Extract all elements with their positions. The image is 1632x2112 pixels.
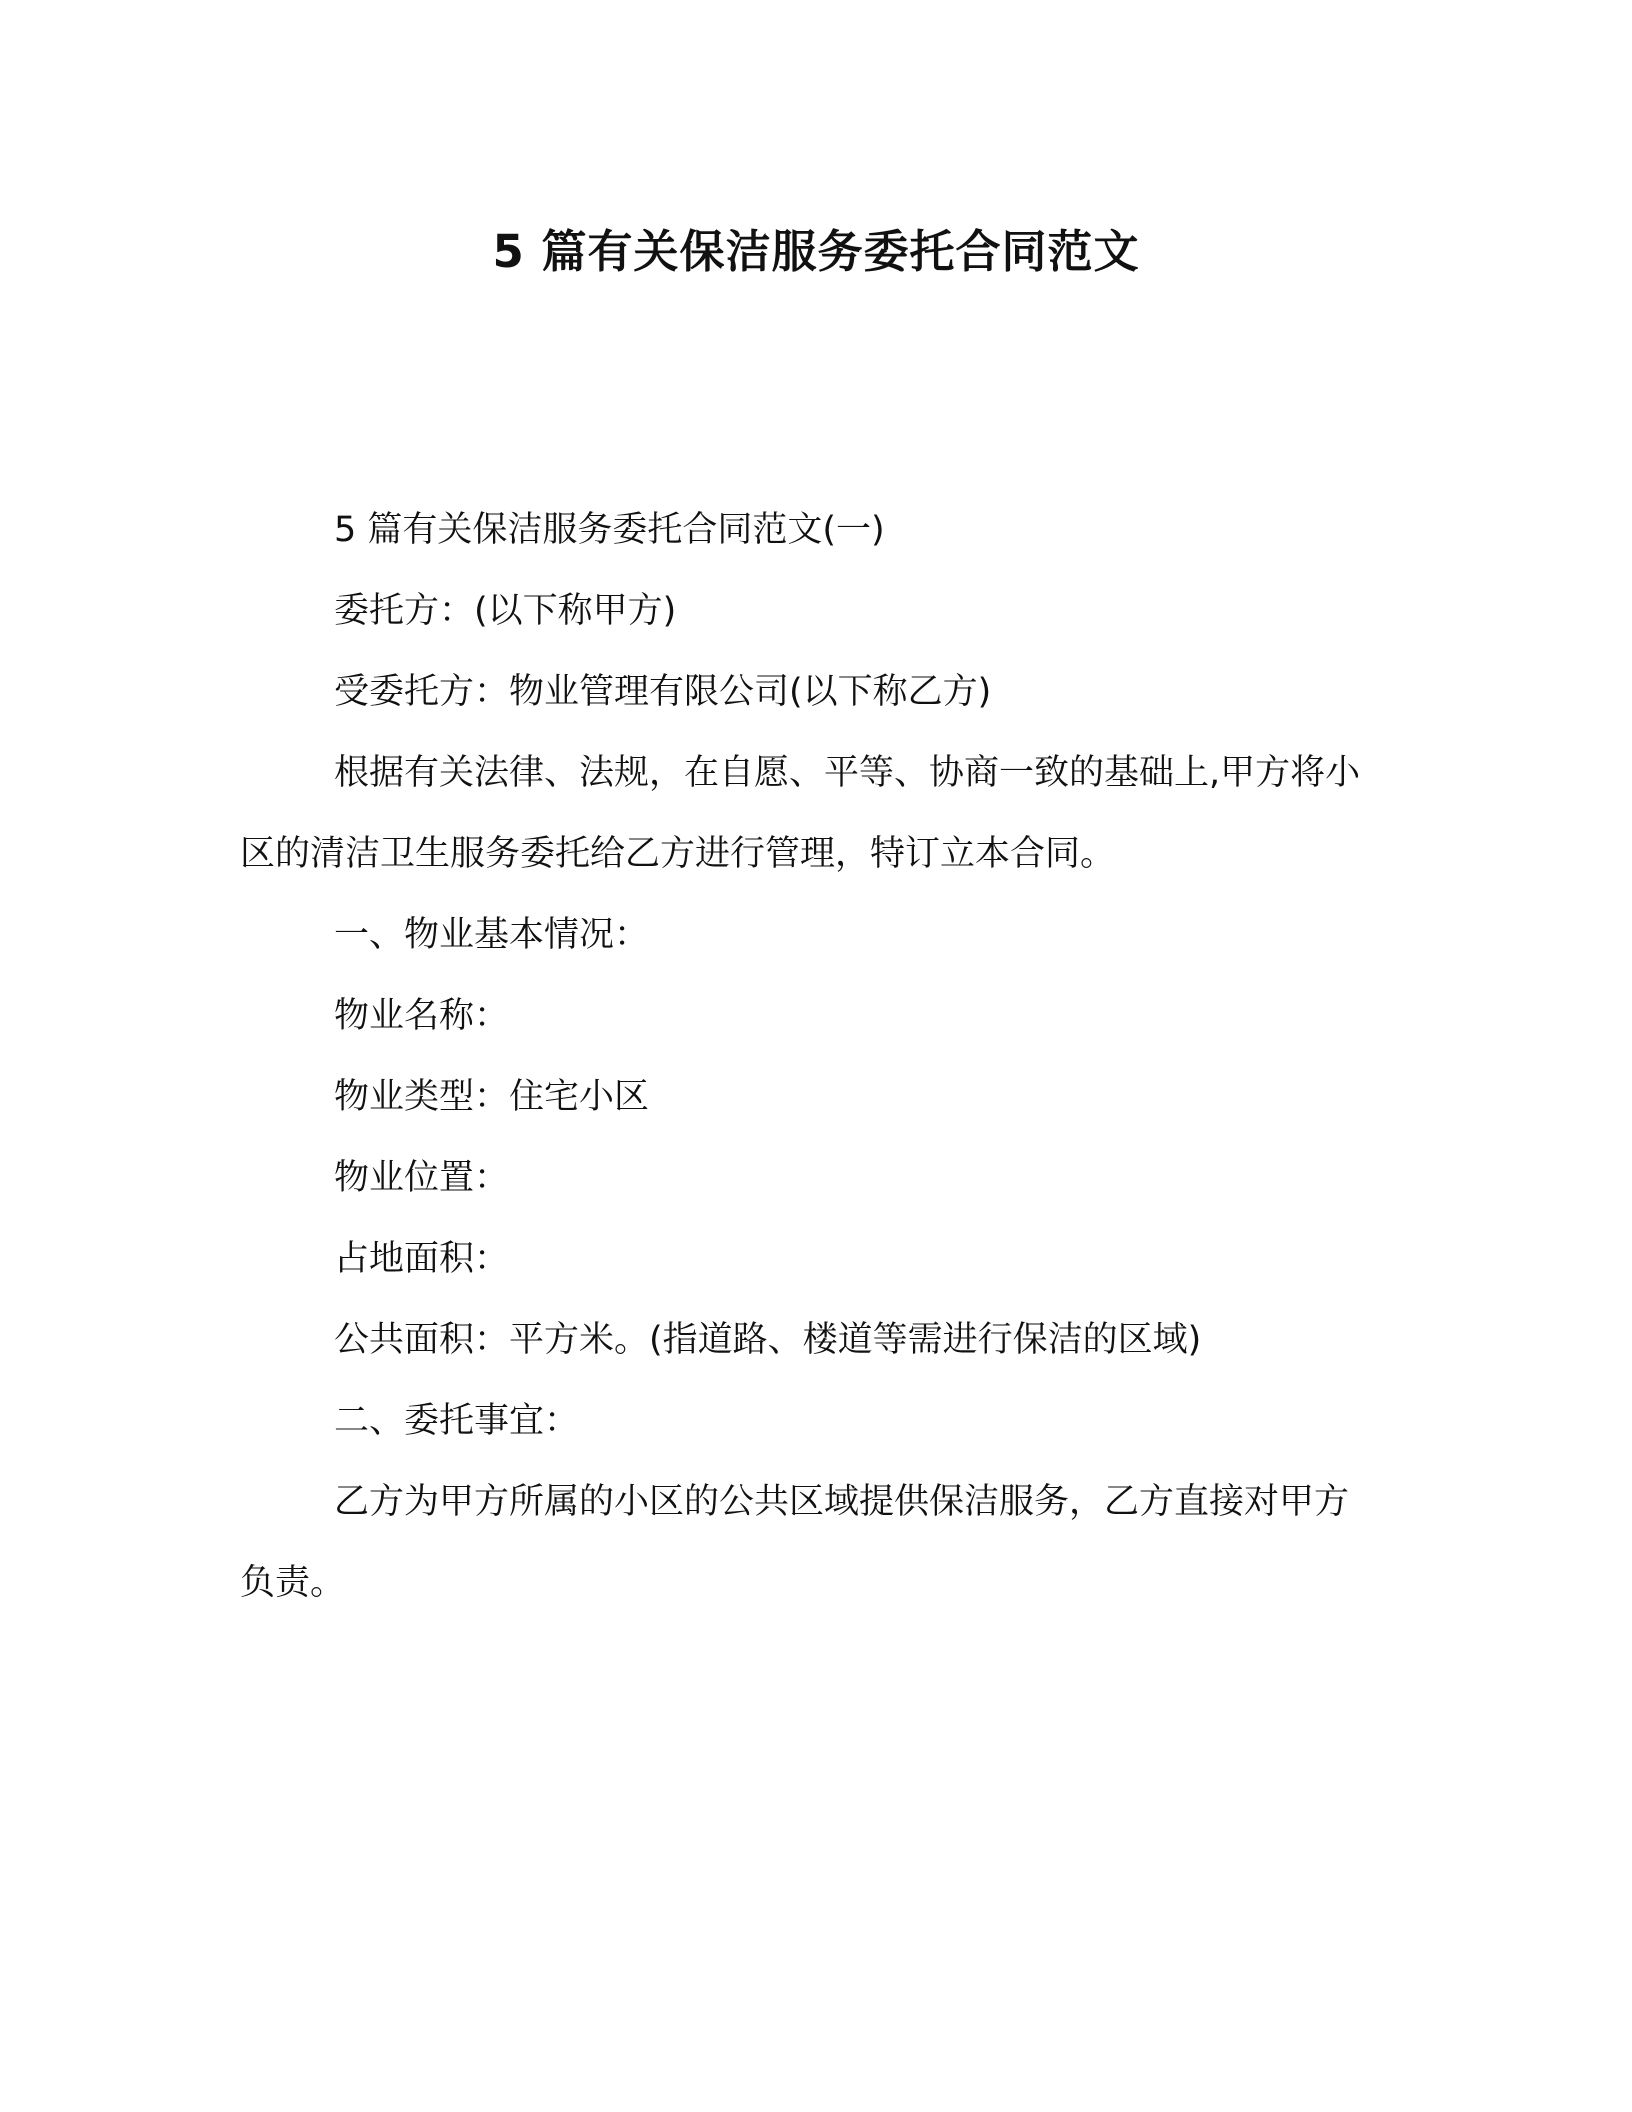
document-body (240, 490, 1370, 1624)
paragraph-public-area: 公共面积：平方米。(指道路、楼道等需进行保洁的区域) (334, 1320, 1202, 1360)
paragraph-preamble: 根据有关法律、法规，在自愿、平等、协商一致的基础上,甲方将小区的清洁卫生服务委托给乙方进行管理，特订立本合同。 (240, 753, 1361, 874)
paragraph-service-scope: 乙方为甲方所属的小区的公共区域提供保洁服务，乙方直接对甲方负责。 (240, 1482, 1350, 1603)
paragraph-party-b: 受委托方：物业管理有限公司(以下称乙方) (334, 672, 992, 712)
paragraph-subtitle: 5 篇有关保洁服务委托合同范文(一) (334, 510, 885, 550)
document-title: 5 篇有关保洁服务委托合同范文 (492, 225, 1140, 278)
paragraph-property-location: 物业位置： (334, 1158, 510, 1198)
paragraph-land-area: 占地面积： (334, 1239, 510, 1279)
paragraph-section-1: 一、物业基本情况： (334, 915, 650, 955)
paragraph-section-2: 二、委托事宜： (334, 1401, 580, 1441)
paragraph-property-type: 物业类型：住宅小区 (334, 1077, 650, 1117)
paragraph-property-name: 物业名称： (334, 996, 510, 1036)
paragraph-party-a: 委托方：(以下称甲方) (334, 591, 677, 631)
